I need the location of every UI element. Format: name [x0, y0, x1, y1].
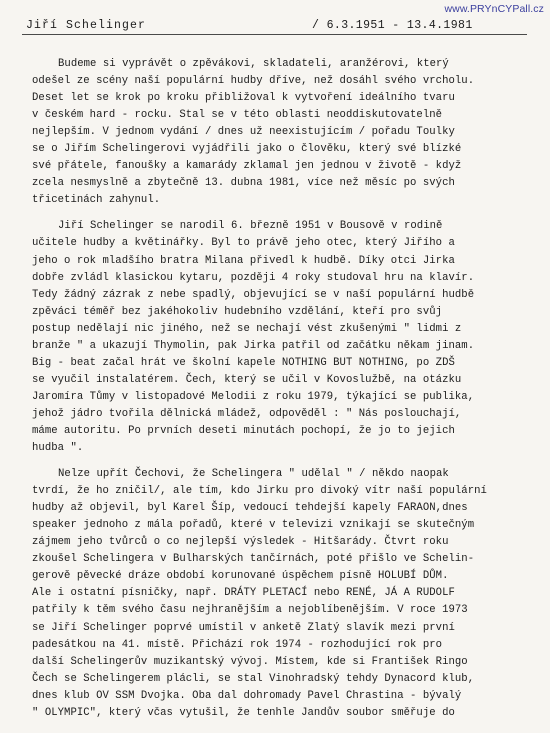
- text-line: zcela nesmyslně a zbytečně 13. dubna 1981, více než měsíc po svých: [32, 177, 455, 190]
- text-line: speaker jednoho z mála pořadů, které v televizi vznikají se skutečným: [32, 519, 475, 532]
- text-line: " OLYMPIC", který včas vytušil, že tenhle Jandův soubor směřuje do: [32, 706, 455, 719]
- text-line: zkoušel Schelingera v Bulharských tančírnách, poté přišlo ve Schelin-: [32, 553, 475, 566]
- text-line: tvrdí, že ho zničil/, ale tím, kdo Jirku pro divoký vítr naší populární: [32, 485, 487, 498]
- paragraph: [32, 218, 532, 457]
- paragraph-gap: [32, 209, 532, 218]
- text-line: Nelze upřít Čechovi, že Schelingera " udělal " / někdo naopak: [58, 468, 449, 481]
- text-line: Jiří Schelinger se narodil 6. březně 1951 v Bousově v rodině: [58, 220, 443, 233]
- text-line: odešel ze scény naší populární hudby dříve, než dosáhl svého vrcholu.: [32, 75, 475, 88]
- text-line: jehož jádro tvořila dělnická mládež, odpověděl : " Nás poslouchají,: [32, 407, 462, 420]
- header-dates: / 6.3.1951 - 13.4.1981: [312, 19, 473, 32]
- text-line: třicetinách zahynul.: [32, 194, 161, 207]
- text-line: se o Jiřím Schelingerovi vyjádřili jako o člověku, který své blízké: [32, 143, 462, 156]
- text-line: Čech se Schelingerem plácli, se stal Vinohradský tehdy Dynacord klub,: [32, 672, 475, 685]
- text-line: Deset let se krok po kroku přibližoval k vytvoření ideálního tvaru: [32, 92, 455, 105]
- text-line: patřily k těm svého času nejhranějším a nejoblíbenějším. V roce 1973: [32, 604, 468, 617]
- watermark: www.PRYnCYPall.cz: [444, 3, 544, 15]
- text-line: hudba ".: [32, 442, 84, 455]
- text-line: se Jiří Schelinger poprvé umístil v anketě Zlatý slavík mezi první: [32, 621, 455, 634]
- header-name: Jiří Schelinger: [26, 19, 147, 32]
- body-text: [32, 56, 532, 722]
- text-line: Jaromíra Tůmy v listopadové Melodii z roku 1979, týkající se publika,: [32, 390, 475, 403]
- text-line: nejlepším. V jednom vydání / dnes už neexistujícím / pořadu Toulky: [32, 126, 455, 139]
- header-rule: [22, 34, 527, 35]
- text-line: zájmem jeho tvůrců o co nejlepší výsledek - Hitšarády. Čtvrt roku: [32, 536, 449, 549]
- text-line: dobře zvládl klasickou kytaru, později 4 roky studoval hru na klavír.: [32, 271, 475, 284]
- text-line: máme autoritu. Po prvních deseti minutách pochopí, že jo to jejich: [32, 424, 455, 437]
- text-line: padesátkou na 41. místě. Přichází rok 1974 - rozhodující rok pro: [32, 638, 443, 651]
- paragraph: [32, 466, 532, 722]
- text-line: dnes klub OV SSM Dvojka. Oba dal dohromady Pavel Chrastina - bývalý: [32, 689, 462, 702]
- text-line: další Schelingerův muzikantský vývoj. Místem, kde si František Ringo: [32, 655, 468, 668]
- text-line: Big - beat začal hrát ve školní kapele NOTHING BUT NOTHING, po ZDŠ: [32, 356, 455, 369]
- text-line: v českém hard - rocku. Stal se v této oblasti neoddiskutovatelně: [32, 109, 443, 122]
- text-line: učitele hudby a květinářky. Byl to právě jeho otec, který Jiřího a: [32, 237, 455, 250]
- text-line: gerově pěvecké dráze období korunované úspěchem písně HOLUBÍ DŮM.: [32, 570, 449, 583]
- paragraph: [32, 56, 532, 209]
- text-line: své přátele, fanoušky a kamarády zklamal jen jednou v životě - když: [32, 160, 462, 173]
- text-line: zpěváci téměř bez jakéhokoliv hudebního vzdělání, kteří pro svůj: [32, 305, 443, 318]
- text-line: se vyučil instalatérem. Čech, který se učil v Kovoslužbě, na otázku: [32, 373, 462, 386]
- text-line: postup nedělají nic jiného, než se nechají vést zkušenými " lidmi z: [32, 322, 462, 335]
- text-line: jeho o rok mladšího bratra Milana přivedl k hudbě. Díky otci Jirka: [32, 254, 455, 267]
- text-line: Budeme si vyprávět o zpěvákovi, skladateli, aranžérovi, který: [58, 58, 449, 70]
- text-line: Ale i ostatní písničky, např. DRÁTY PLETACÍ nebo RENÉ, JÁ A RUDOLF: [32, 587, 455, 600]
- text-line: Tedy žádný zázrak z nebe spadlý, objevující se v naší populární hudbě: [32, 288, 475, 301]
- paragraph-gap: [32, 457, 532, 466]
- text-line: hudby až objevil, byl Karel Šíp, vedoucí tehdejší kapely FARAON,dnes: [32, 502, 468, 515]
- text-line: branže " a ukazují Thymolin, pak Jirka patřil od začátku někam jinam.: [32, 339, 475, 352]
